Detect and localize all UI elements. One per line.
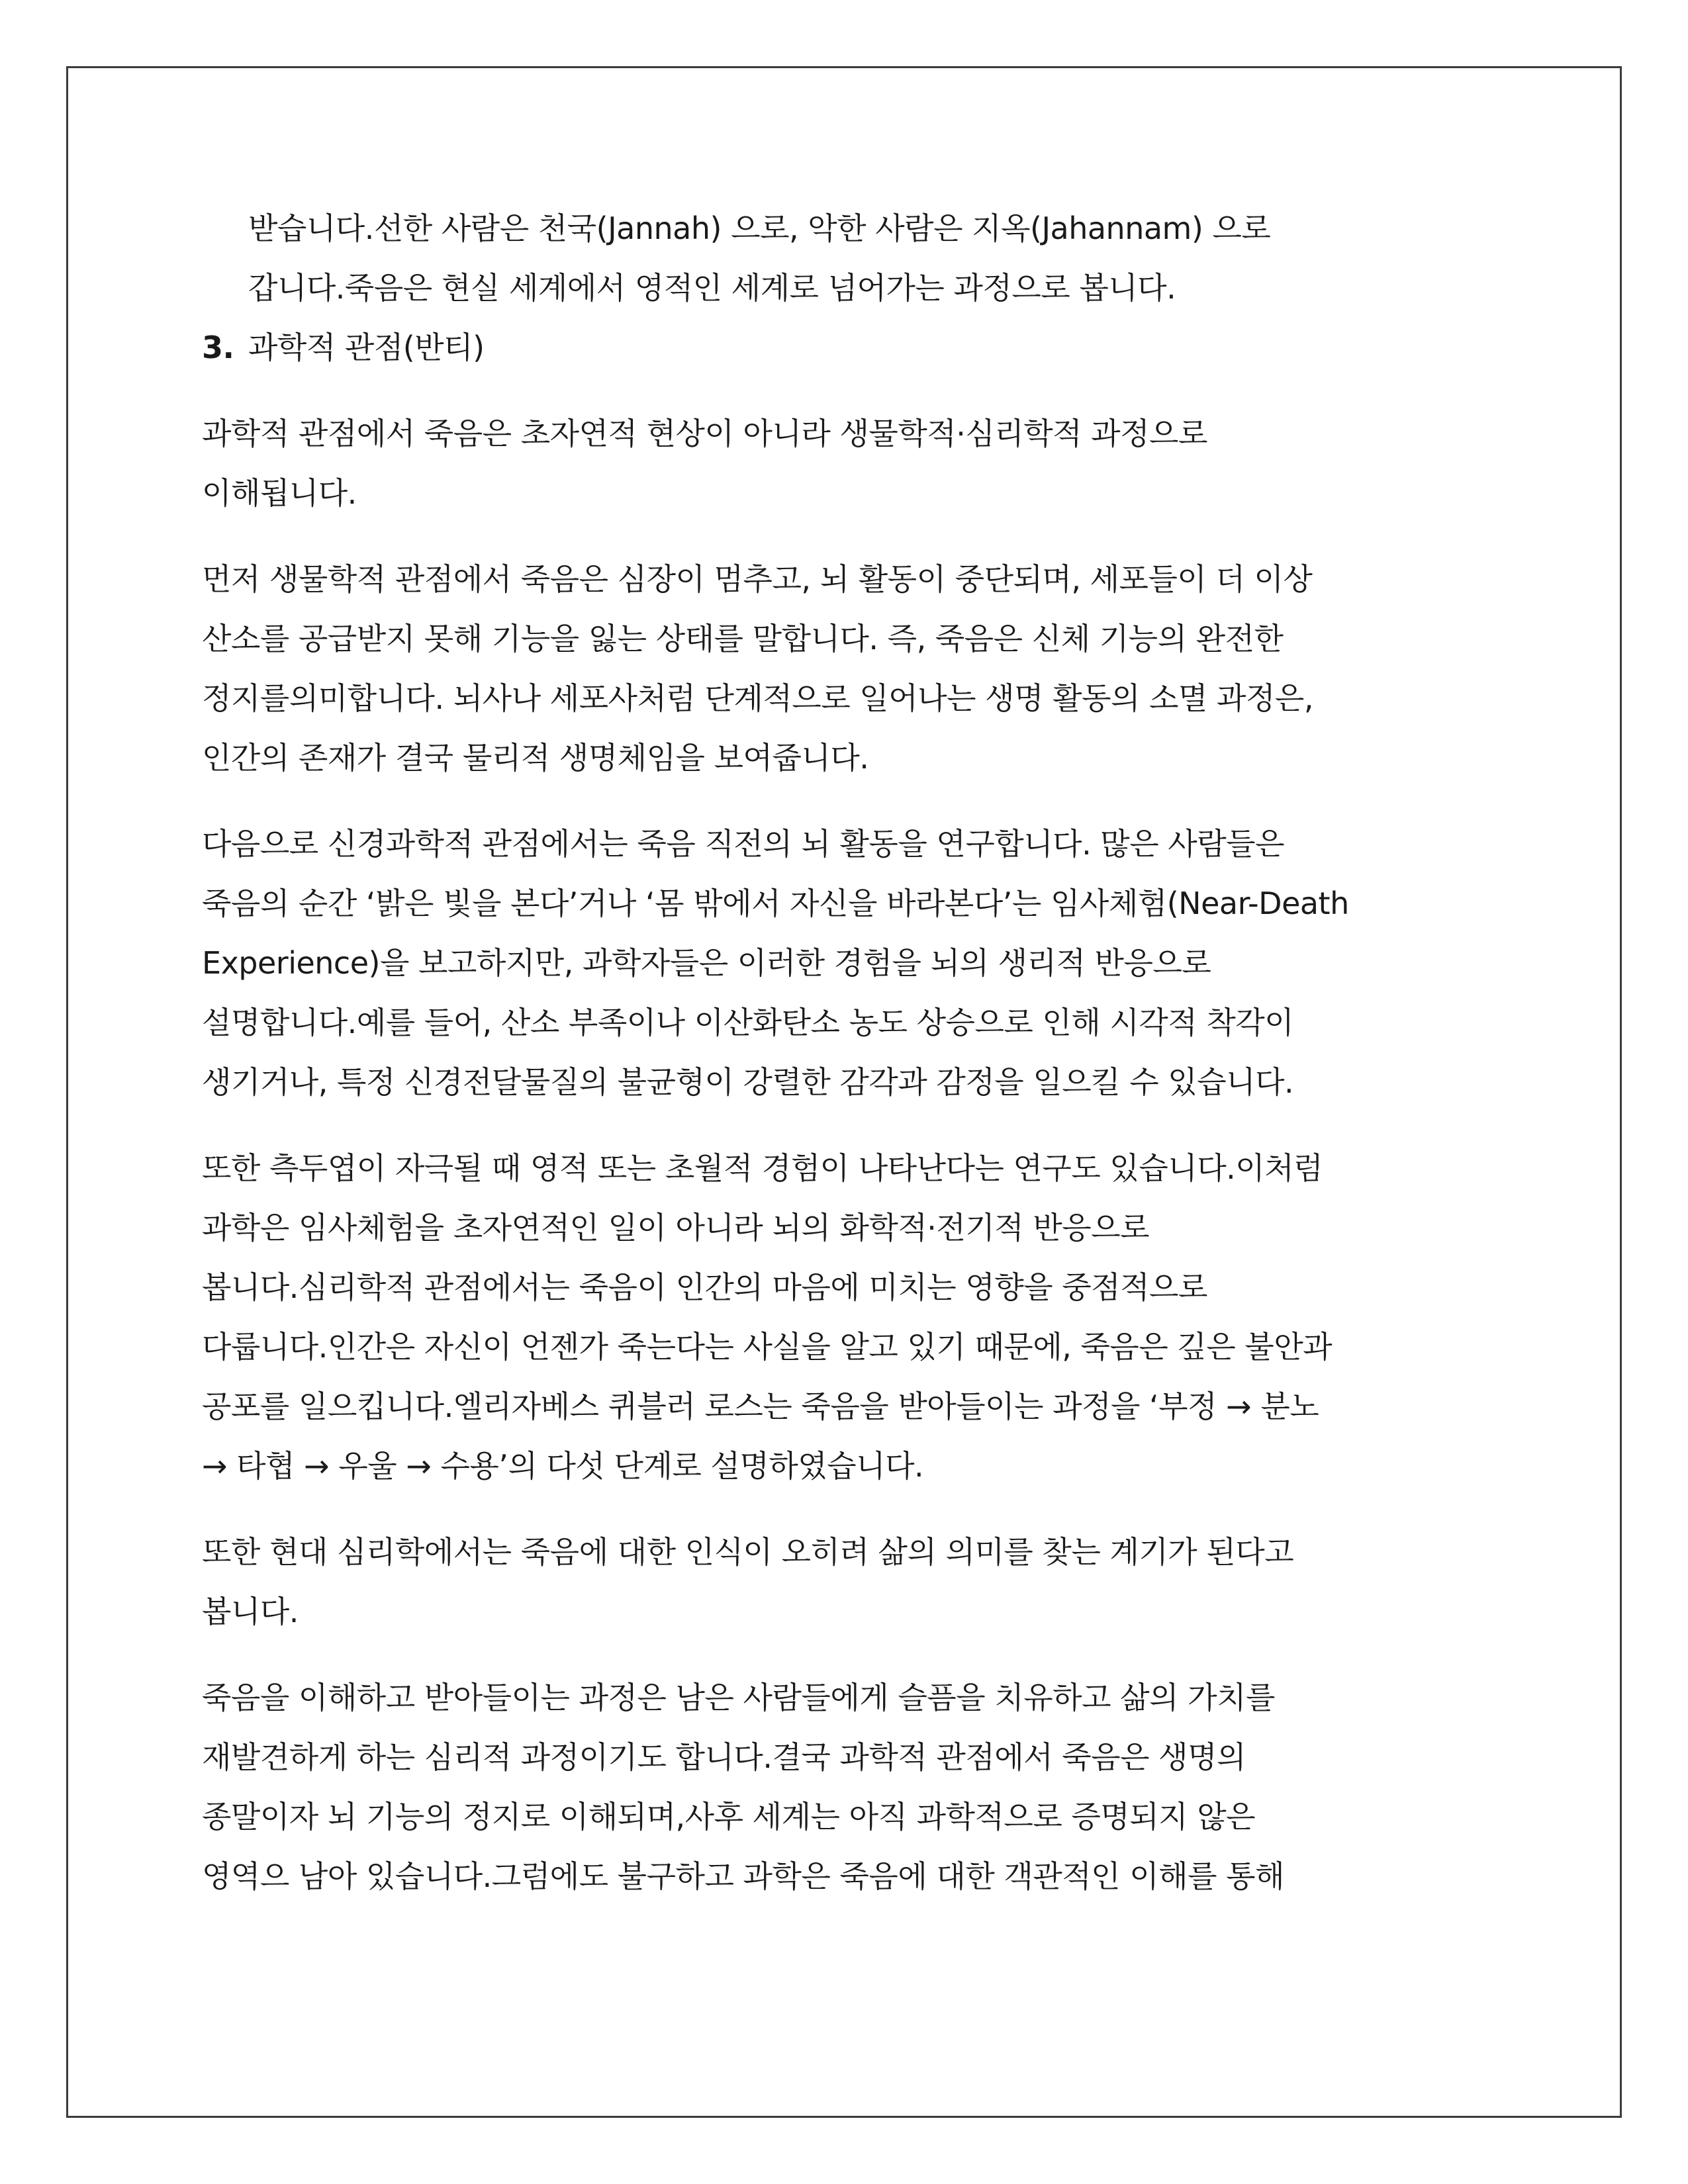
text-line: 다룹니다.인간은 자신이 언젠가 죽는다는 사실을 알고 있기 때문에, 죽음은 깊은 불안과 [202, 1329, 1333, 1365]
text-line: → 타협 → 우울 → 수용’의 다섯 단계로 설명하였습니다. [202, 1448, 924, 1484]
text-line: 종말이자 뇌 기능의 정지로 이해되며,사후 세계는 아직 과학적으로 증명되지 않은 [202, 1799, 1256, 1835]
text-line: 죽음의 순간 ‘밝은 빛을 본다’거나 ‘몸 밖에서 자신을 바라본다’는 임사체험(Near-Death [202, 886, 1349, 921]
text-line: 설명합니다.예를 들어, 산소 부족이나 이산화탄소 농도 상승으로 인해 시각적 착각이 [202, 1005, 1294, 1040]
paragraph-biological [202, 549, 1499, 788]
text-line: Experience)을 보고하지만, 과학자들은 이러한 경험을 뇌의 생리적 반응으로 [202, 945, 1211, 981]
paragraph-intro [202, 404, 1499, 523]
text-line: 죽음을 이해하고 받아들이는 과정은 남은 사람들에게 슬픔을 치유하고 삶의 가치를 [202, 1680, 1275, 1715]
text-line: 갑니다.죽음은 현실 세계에서 영적인 세계로 넘어가는 과정으로 봅니다. [248, 270, 1176, 306]
text-line: 과학적 관점에서 죽음은 초자연적 현상이 아니라 생물학적·심리학적 과정으로 [202, 416, 1207, 451]
text-line: 또한 현대 심리학에서는 죽음에 대한 인식이 오히려 삶의 의미를 찾는 계기가 된다고 [202, 1534, 1294, 1570]
text-line: 인간의 존재가 결국 물리적 생명체임을 보여줍니다. [202, 740, 869, 776]
text-line: 이해됩니다. [202, 475, 357, 511]
text-line: 공포를 일으킵니다.엘리자베스 퀴블러 로스는 죽음을 받아들이는 과정을 ‘부정 → 분노 [202, 1388, 1319, 1424]
text-line: 영역으 남아 있습니다.그럼에도 불구하고 과학은 죽음에 대한 객관적인 이해를 통해 [202, 1858, 1285, 1894]
section-title: 과학적 관점(반티) [248, 330, 485, 365]
paragraph-conclusion [202, 1668, 1499, 1906]
text-line: 재발견하게 하는 심리적 과정이기도 합니다.결국 과학적 관점에서 죽음은 생명의 [202, 1739, 1246, 1775]
text-line: 봅니다. [202, 1594, 299, 1629]
text-line: 산소를 공급받지 못해 기능을 잃는 상태를 말합니다. 즉, 죽음은 신체 기능의 완전한 [202, 621, 1284, 657]
text-line: 먼저 생물학적 관점에서 죽음은 심장이 멈추고, 뇌 활동이 중단되며, 세포들이 더 이상 [202, 561, 1313, 597]
text-line: 다음으로 신경과학적 관점에서는 죽음 직전의 뇌 활동을 연구합니다. 많은 사람들은 [202, 826, 1285, 862]
text-line: 과학은 임사체험을 초자연적인 일이 아니라 뇌의 화학적·전기적 반응으로 [202, 1210, 1150, 1246]
paragraph-psychology [202, 1138, 1499, 1496]
section-heading [202, 318, 1499, 377]
text-line: 생기거나, 특정 신경전달물질의 불균형이 강렬한 감각과 감정을 일으킬 수 있습니다. [202, 1064, 1294, 1100]
text-line: 받습니다.선한 사람은 천국(Jannah) 으로, 악한 사람은 지옥(Jahannam) 으로 [248, 210, 1271, 246]
text-line: 봅니다.심리학적 관점에서는 죽음이 인간의 마음에 미치는 영향을 중점적으로 [202, 1269, 1207, 1305]
document-body [202, 199, 1499, 1906]
continued-list-item [202, 199, 1499, 318]
paragraph-neuroscience [202, 814, 1499, 1112]
text-line: 정지를의미합니다. 뇌사나 세포사처럼 단계적으로 일어나는 생명 활동의 소멸 과정은, [202, 680, 1313, 716]
paragraph-modern-psychology [202, 1522, 1499, 1641]
text-line: 또한 측두엽이 자극될 때 영적 또는 초월적 경험이 나타난다는 연구도 있습니다.이처럼 [202, 1150, 1323, 1186]
section-number: 3. [202, 330, 234, 365]
